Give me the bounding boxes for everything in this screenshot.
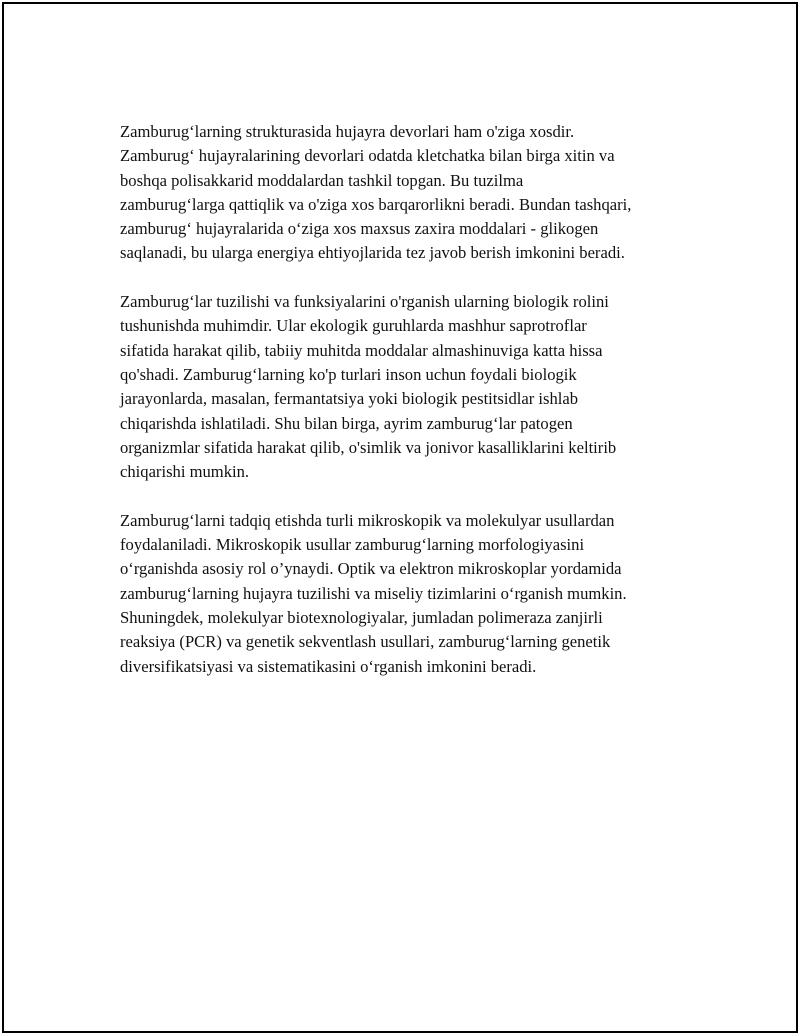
text-line: reaksiya (PCR) va genetik sekventlash usullari, zamburug‘larning genetik [120,632,611,652]
text-line: Zamburug‘larni tadqiq etishda turli mikroskopik va molekulyar usullardan [120,510,615,530]
text-line: tushunishda muhimdir. Ular ekologik guruhlarda mashhur saprotroflar [120,316,587,336]
text-line: Zamburug‘larning strukturasida hujayra devorlari ham o'ziga xosdir. [120,122,575,141]
text-line: boshqa polisakkarid moddalardan tashkil topgan. Bu tuzilma [120,170,524,190]
text-line: saqlanadi, bu ularga energiya ehtiyojlarida tez javob berish imkonini beradi. [120,243,625,263]
text-line: Zamburug‘ hujayralarining devorlari odatda kletchatka bilan birga xitin va [120,146,615,166]
text-line: Shuningdek, molekulyar biotexnologiyalar, jumladan polimeraza zanjirli [120,607,603,627]
text-line: qo'shadi. Zamburug‘larning ko'p turlari inson uchun foydali biologik [120,364,577,384]
text-line: diversifikatsiyasi va sistematikasini o‘rganish imkonini beradi. [120,656,537,676]
text-line: foydalaniladi. Mikroskopik usullar zamburug‘larning morfologiyasini [120,535,585,555]
paragraph-1 [120,120,700,266]
paragraph-2 [120,290,700,484]
text-line: zamburug‘larning hujayra tuzilishi va miseliy tizimlarini o‘rganish mumkin. [120,583,627,603]
text-line: zamburug‘ hujayralarida o‘ziga xos maxsus zaxira moddalari - glikogen [120,219,599,239]
document-body [120,120,700,703]
text-line: chiqarishda ishlatiladi. Shu bilan birga, ayrim zamburug‘lar patogen [120,413,573,433]
text-line: chiqarishi mumkin. [120,462,250,482]
text-line: o‘rganishda asosiy rol o’ynaydi. Optik va elektron mikroskoplar yordamida [120,559,622,579]
text-line: sifatida harakat qilib, tabiiy muhitda moddalar almashinuviga katta hissa [120,340,603,360]
text-line: zamburug‘larga qattiqlik va o'ziga xos barqarorlikni beradi. Bundan tashqari, [120,194,632,214]
text-line: jarayonlarda, masalan, fermantatsiya yoki biologik pestitsidlar ishlab [120,389,579,409]
text-line: Zamburug‘lar tuzilishi va funksiyalarini o'rganish ularning biologik rolini [120,292,609,312]
text-line: organizmlar sifatida harakat qilib, o'simlik va jonivor kasalliklarini keltirib [120,437,617,457]
document-page [2,2,798,1033]
paragraph-3 [120,509,700,679]
